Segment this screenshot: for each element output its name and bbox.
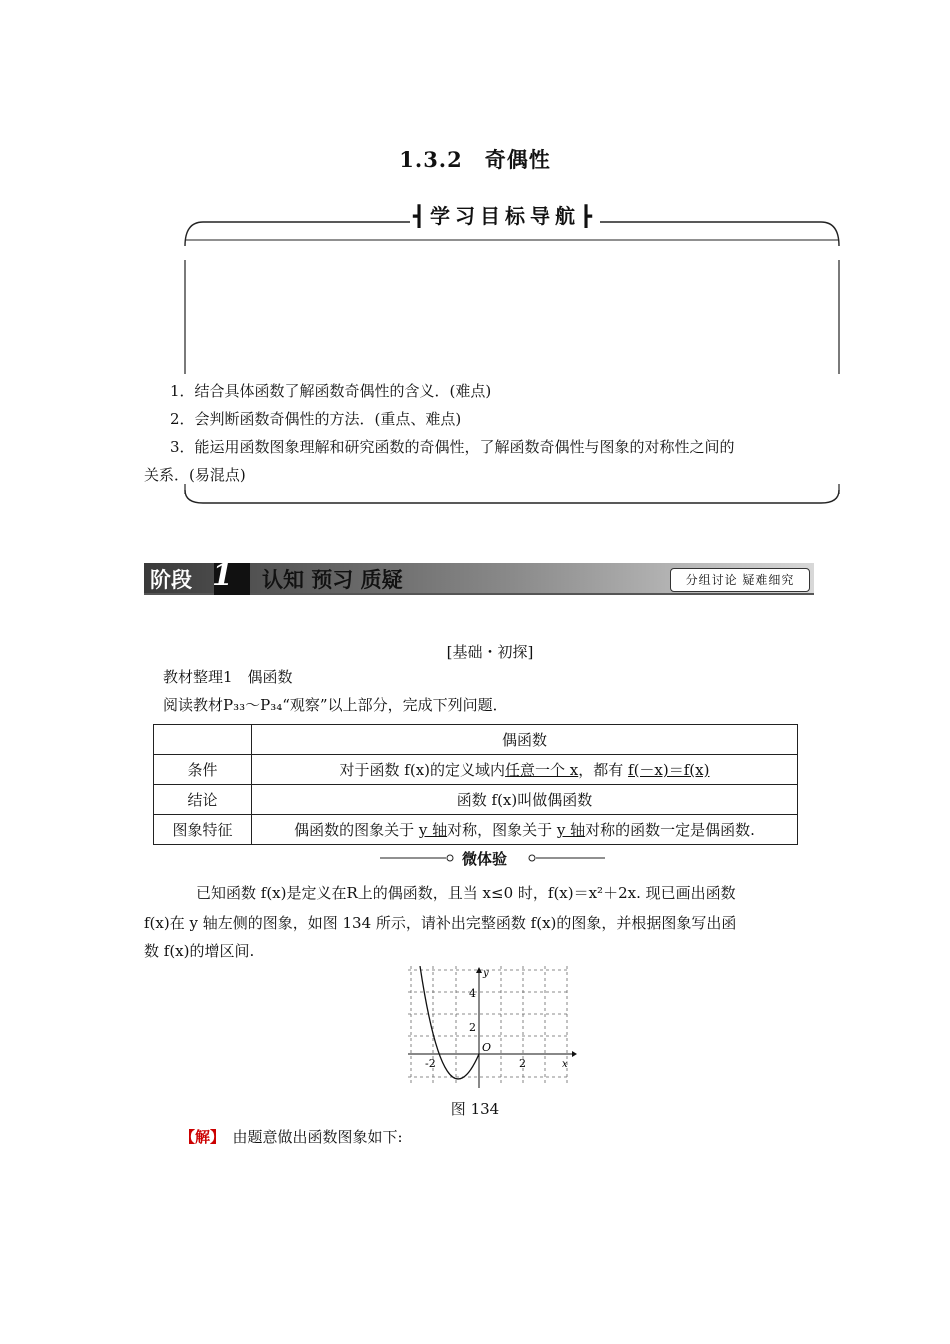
tick-label-x-neg2: -2 bbox=[425, 1057, 436, 1070]
figure-caption: 图 134 bbox=[450, 1100, 500, 1118]
bracket-right-icon: ┣ bbox=[580, 204, 598, 228]
solution-line bbox=[180, 1126, 403, 1147]
table-header: 偶函数 bbox=[252, 725, 798, 755]
problem-line-1: 已知函数 f(x)是定义在R上的偶函数，且当 x≤0 时，f(x)＝x²＋2x. 现已画出函数 bbox=[196, 884, 736, 902]
goal-item-1: 1．结合具体函数了解函数奇偶性的含义．(难点) bbox=[170, 382, 492, 400]
tick-label-y2: 2 bbox=[469, 1021, 476, 1034]
row-label: 条件 bbox=[154, 755, 252, 785]
origin-label: O bbox=[482, 1041, 492, 1054]
solution-tag: 【解】 bbox=[180, 1128, 218, 1146]
goal-item-3-continued: 关系．(易混点) bbox=[144, 466, 246, 484]
stage-badge: 分组讨论 疑难细究 bbox=[670, 568, 810, 592]
tick-label-x2: 2 bbox=[519, 1057, 526, 1070]
solution-text: 由题意做出函数图象如下: bbox=[232, 1128, 403, 1146]
textbook-instruction: 阅读教材P₃₃～P₃₄“观察”以上部分，完成下列问题． bbox=[163, 696, 508, 714]
row-label: 图象特征 bbox=[154, 815, 252, 845]
table-row bbox=[154, 755, 798, 785]
function-graph bbox=[408, 966, 578, 1088]
row-label: 结论 bbox=[154, 785, 252, 815]
basics-tag: [基础・初探] bbox=[446, 643, 534, 661]
table-row bbox=[154, 815, 798, 845]
table-cell: 对于函数 f(x)的定义域内任意一个 x，都有 f(－x)＝f(x) bbox=[252, 755, 798, 785]
even-function-table bbox=[153, 724, 798, 845]
stage-title: 认知 预习 质疑 bbox=[262, 567, 403, 592]
table-cell: 函数 f(x)叫做偶函数 bbox=[252, 785, 798, 815]
bracket-left-icon: ┫ bbox=[412, 204, 430, 228]
section-title: 1.3.2 奇偶性 bbox=[399, 147, 551, 172]
table-cell bbox=[154, 725, 252, 755]
table-cell: 偶函数的图象关于 y 轴对称，图象关于 y 轴对称的函数一定是偶函数. bbox=[252, 815, 798, 845]
x-axis-arrow-icon bbox=[572, 1051, 577, 1057]
stage-label: 阶段 bbox=[150, 567, 192, 592]
problem-line-2: f(x)在 y 轴左侧的图象，如图 134 所示，请补出完整函数 f(x)的图象，并根据图象写出函 bbox=[144, 914, 737, 932]
tick-label-y4: 4 bbox=[469, 987, 476, 1000]
problem-line-3: 数 f(x)的增区间. bbox=[144, 942, 255, 960]
y-axis-label: y bbox=[483, 968, 489, 979]
goals-heading: ┫学习目标导航┣ bbox=[410, 200, 600, 229]
goal-item-2: 2．会判断函数奇偶性的方法．(重点、难点) bbox=[170, 410, 462, 428]
micro-exp-label: 微体验 bbox=[462, 850, 508, 868]
goal-item-3: 3．能运用函数图象理解和研究函数的奇偶性，了解函数奇偶性与图象的对称性之间的 bbox=[170, 438, 735, 456]
stage-number: 1 bbox=[212, 558, 233, 593]
textbook-heading: 教材整理1 偶函数 bbox=[163, 668, 293, 686]
table-row bbox=[154, 785, 798, 815]
table-row bbox=[154, 725, 798, 755]
x-axis-label: x bbox=[562, 1059, 568, 1070]
